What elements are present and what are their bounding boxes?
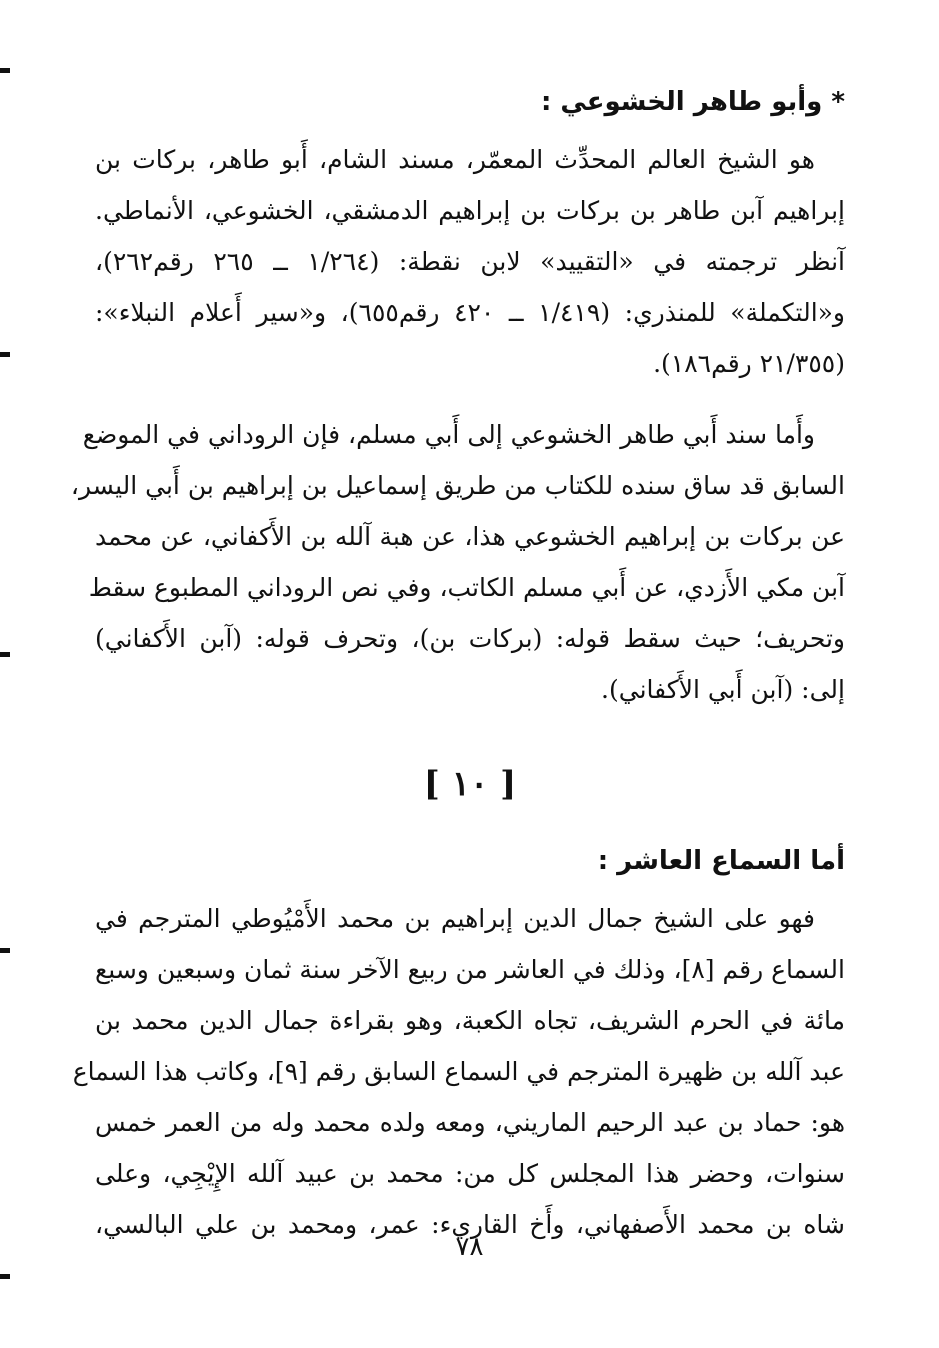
text-line: السابق قد ساق سنده للكتاب من طريق إسماعيل بن إبراهيم بن أَبي اليسر، [70, 471, 845, 500]
margin-mark [0, 68, 10, 73]
heading-tenth-hearing: أما السماع العاشر : [597, 846, 845, 876]
margin-mark [0, 1274, 10, 1279]
text-line: وأَما سند أَبي طاهر الخشوعي إلى أَبي مسلم، فإن الروداني في الموضع [82, 420, 815, 449]
text-line: هو: حماد بن عبد الرحيم الماريني، ومعه ولده محمد وله من العمر خمس [95, 1108, 845, 1137]
text-line: فهو على الشيخ جمال الدين إبراهيم بن محمد الأَمْيُوطي المترجم في [95, 904, 815, 933]
paragraph-tenth-hearing [72, 893, 845, 1250]
text-line: هو الشيخ العالم المحدِّث المعمّر، مسند الشام، أَبو طاهر، بركات بن [95, 145, 815, 174]
page-body [70, 70, 846, 1250]
text-line: و«التكملة» للمنذري: (١/٤١٩ ــ ٤٢٠ رقم٦٥٥)، و«سير أَعلام النبلاء»: [95, 298, 846, 327]
text-line: عن بركات بن إبراهيم الخشوعي هذا، عن هبة آلله بن الأَكفاني، عن محمد [95, 522, 845, 551]
text-line: آبن مكي الأَزدي، عن أَبي مسلم الكاتب، وفي نص الروداني المطبوع سقط [88, 573, 845, 602]
text-line: وتحريف؛ حيث سقط قوله: (بركات بن)، وتحرف قوله: (آبن الأَكفاني) [95, 624, 845, 653]
margin-mark [0, 948, 10, 953]
text-line: (٢١/٣٥٥ رقم١٨٦). [653, 349, 845, 378]
text-line: إبراهيم آبن طاهر بن بركات بن إبراهيم الدمشقي، الخشوعي، الأنماطي. [95, 196, 845, 225]
text-line: إلى: (آبن أَبي الأَكفاني). [601, 675, 845, 704]
heading-abu-tahir: * وأبو طاهر الخشوعي : [540, 87, 845, 117]
text-line: آنظر ترجمته في «التقييد» لابن نقطة: (١/٢٦٤ ــ ٢٦٥ رقم٢٦٢)، [95, 247, 846, 276]
paragraph-chain [70, 409, 845, 715]
text-line: عبد آلله بن ظهيرة المترجم في السماع السابق رقم [٩]، وكاتب هذا السماع [72, 1057, 845, 1086]
margin-mark [0, 652, 10, 657]
margin-mark [0, 352, 10, 357]
section-number: [ ١٠ ] [423, 764, 517, 804]
text-line: شاه بن محمد الأَصفهاني، وأَخ القاريء: عمر، ومحمد بن علي البالسي، [95, 1210, 845, 1239]
text-line: سنوات، وحضر هذا المجلس كل من: محمد بن عبيد آلله الإِيْجِي، وعلى [95, 1159, 845, 1188]
text-line: السماع رقم [٨]، وذلك في العاشر من ربيع الآخر سنة ثمان وسبعين وسبع [95, 955, 845, 984]
text-line: مائة في الحرم الشريف، تجاه الكعبة، وهو بقراءة جمال الدين محمد بن [95, 1006, 845, 1035]
paragraph-biography [95, 134, 845, 389]
page-number: ٧٨ [455, 1232, 484, 1262]
